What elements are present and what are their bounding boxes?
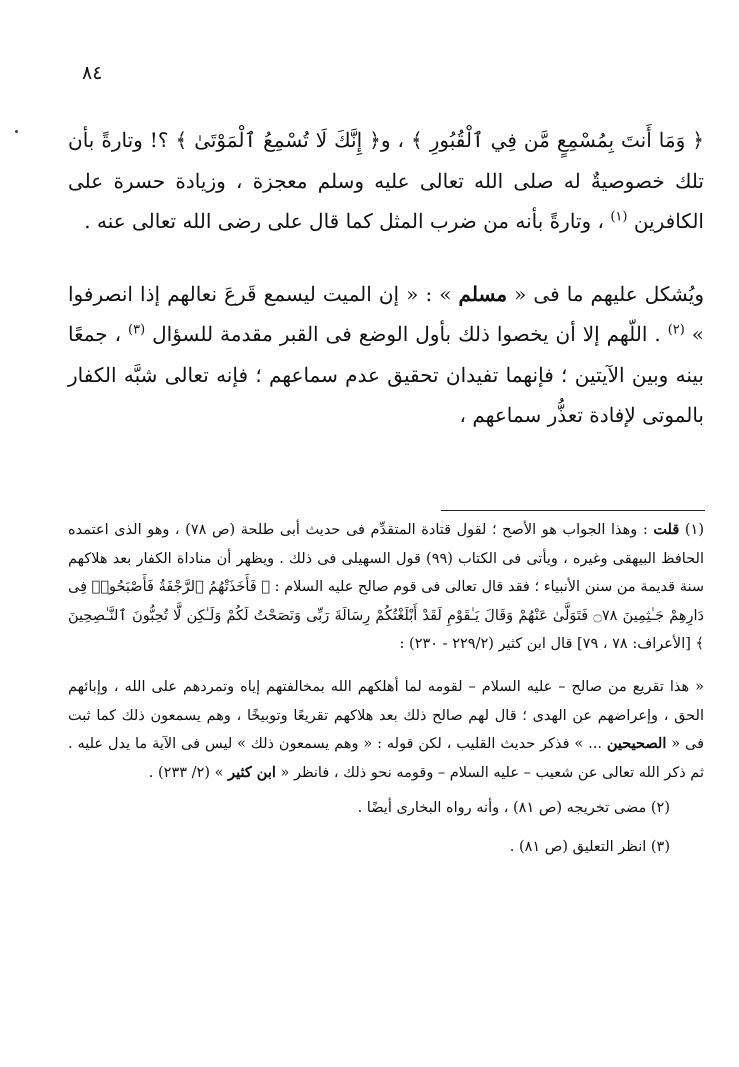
- paragraph-2: ويُشكل عليهم ما فى « مسلم » : « إن الميت ليسمع قَرعَ نعالهم إذا انصرفوا » $^{(٢)}$ . اللّهم إلا أن يخصوا ذلك بأول الوضع فى القبر مقدمة للسؤال $^{(٣)}$ ، جمعًا بينه وبين الآيتين ؛ فإنهما تفيدان تحقيق عدم سماعهم ؛ فإنه تعالى شبَّه الكفار بالموتى لإفادة تعذُّر سماعهم ،: [68, 281, 705, 427]
- scan-speck: [15, 130, 18, 133]
- footnote-3: (٣) انظر التعليق (ص ٨١) .: [509, 838, 670, 855]
- footnote-ref-1: (١): [610, 209, 628, 225]
- footnote-1-quote: « هذا تقريع من صالح – عليه السلام – لقومه لما أهلكهم الله بمخالفتهم إياه وتمردهم على الله ، وإبائهم الحق ، وإعراضهم عن الهدى ؛ قال لهم صالح ذلك بعد هلاكهم تقريعًا وتوبيخًا ، وهم يسمعون ذلك كما ثبت فى « الصحيحين ... » فذكر حديث القليب ، لكن قوله : « وهم يسمعون ذلك » ليس فى الآية ما يدل عليه . ثم ذكر الله تعالى عن شعيب – عليه السلام – وقومه نحو ذلك ، فانظر « ابن كثير » (٢/ ٢٣٣) .: [68, 678, 704, 781]
- paragraph-1: ﴿ وَمَا أَنتَ بِمُسْمِعٍ مَّن فِي ٱلْقُبُورِ ﴾ ، و﴿ إِنَّكَ لَا تُسْمِعُ ٱلْمَوْتَىٰ ﴾ ؟! وتارةً بأن تلك خصوصيةٌ له صلى الله تعالى عليه وسلم معجزة ، وزيادة حسرة على الكافرين $^{(١)}$ ، وتارةً بأنه من ضرب المثل كما قال على رضى الله تعالى عنه .: [68, 128, 704, 233]
- bold-source: مسلم: [458, 281, 508, 306]
- footnote-ref-2: (٢): [667, 322, 685, 338]
- main-text: [68, 120, 704, 436]
- footnote-divider: [441, 510, 705, 511]
- footnote-2: (٢) مضى تخريجه (ص ٨١) ، وأنه رواه البخارى أيضًا .: [357, 800, 670, 817]
- footnotes: [68, 516, 704, 862]
- footnote-ref-3: (٣): [128, 322, 146, 338]
- footnote-1: (١) قلت : وهذا الجواب هو الأصح ؛ لقول قتادة المتقدِّم فى حديث أبى طلحة (ص ٧٨) ، وهو الذى اعتمده الحافظ البيهقى وغيره ، ويأتى فى الكتاب (٩٩) قول السهيلى فى ذلك . ويظهر أن مناداة الكفار بعد هلاكهم سنة قديمة من سنن الأنبياء ؛ فقد قال تعالى فى قوم صالح عليه السلام : ﴿ فَأَخَذَتْهُمُ ٱلرَّجْفَةُ فَأَصْبَحُوا۟ فِى دَارِهِمْ جَـٰثِمِينَ ۝٧٨ فَتَوَلَّىٰ عَنْهُمْ وَقَالَ يَـٰقَوْمِ لَقَدْ أَبْلَغْتُكُمْ رِسَالَةَ رَبِّى وَنَصَحْتُ لَكُمْ وَلَـٰكِن لَّا تُحِبُّونَ ٱلنَّـٰصِحِينَ ﴾ [الأعراف: ٧٨ ، ٧٩] قال ابن كثير (٢٢٩/٢ - ٢٣٠) :: [68, 521, 705, 653]
- page-number: ٨٤: [82, 62, 103, 84]
